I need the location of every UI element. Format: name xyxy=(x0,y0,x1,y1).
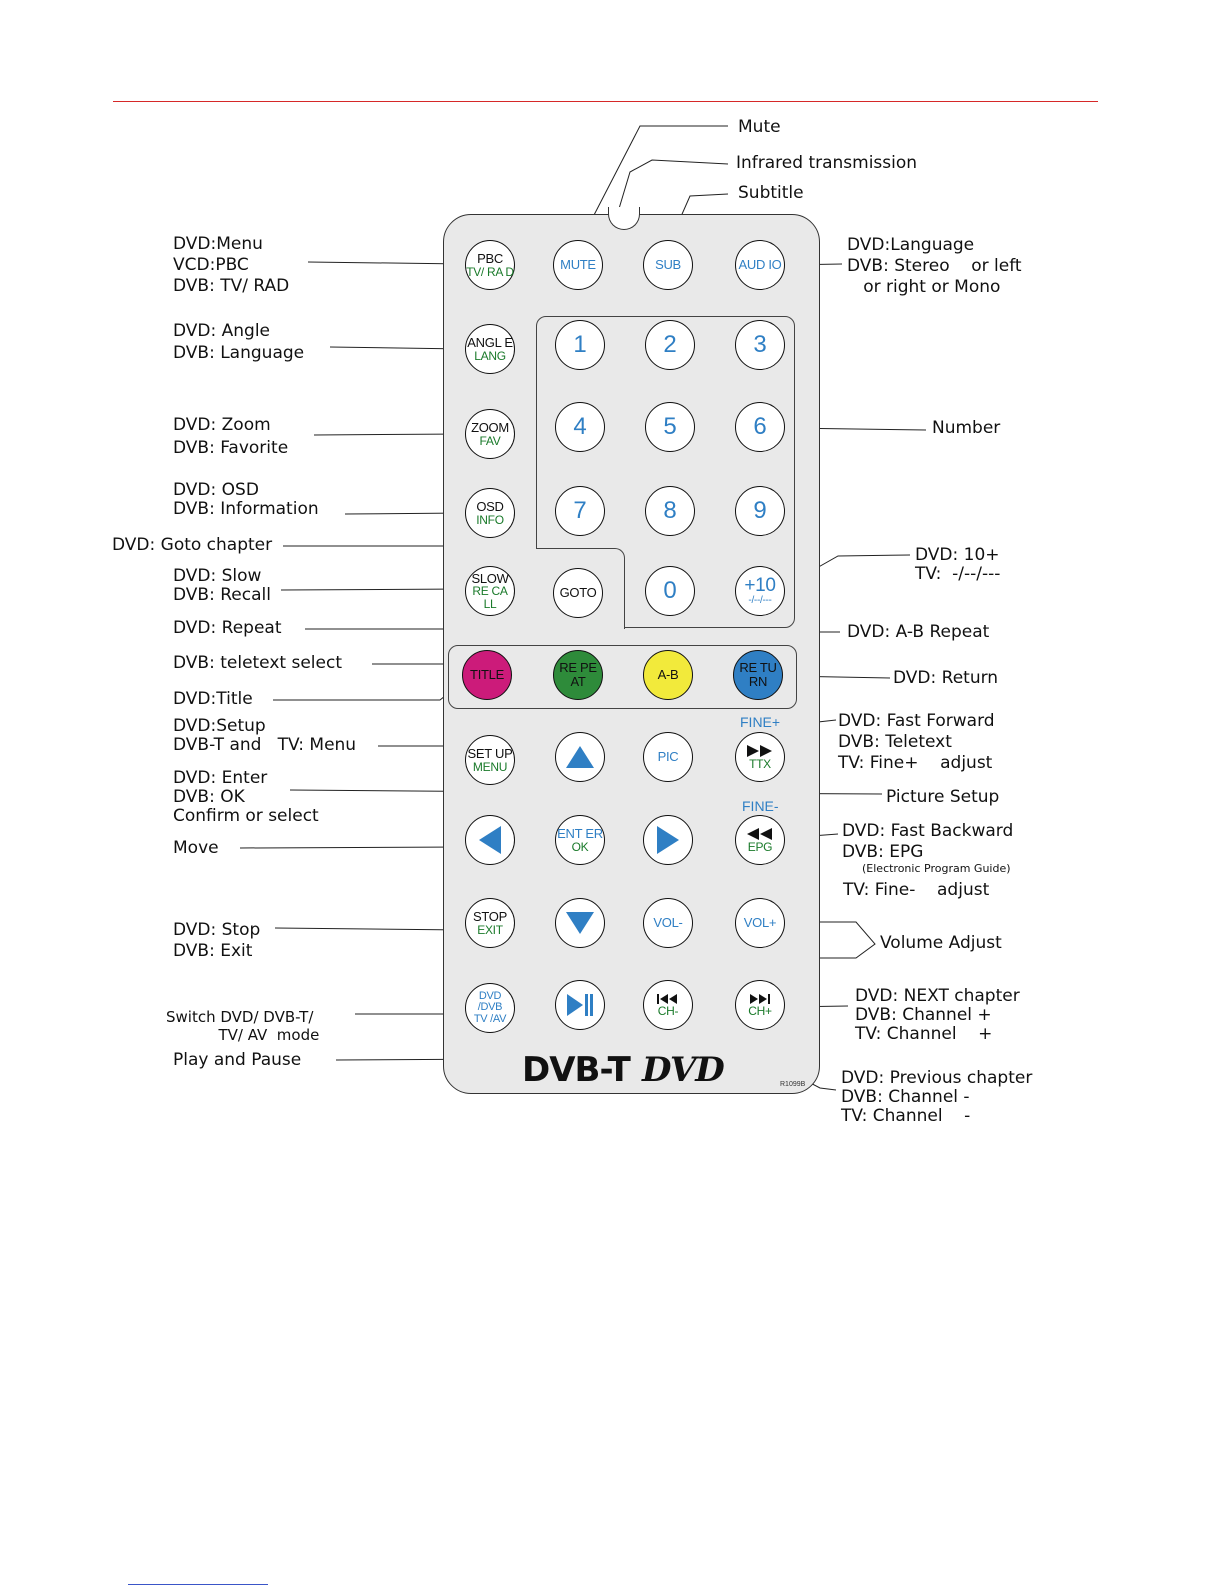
sub-label: SUB xyxy=(655,257,681,273)
label-next: DVD: NEXT chapter DVB: Channel + TV: Channel + xyxy=(855,986,1020,1044)
slow-label: SLOW xyxy=(471,570,509,586)
label-volume: Volume Adjust xyxy=(880,933,1002,953)
volume-down-button[interactable] xyxy=(643,898,693,948)
return-label: RE TU RN xyxy=(739,660,777,689)
up-arrow-button[interactable] xyxy=(555,732,605,782)
repeat-button[interactable] xyxy=(553,650,603,700)
osd-button[interactable] xyxy=(465,488,515,538)
fast-forward-icon xyxy=(746,744,774,758)
title-label: TITLE xyxy=(470,667,504,683)
label-ten: DVD: 10+ TV: -/--/--- xyxy=(915,545,1001,584)
label-infrared: Infrared transmission xyxy=(736,153,918,173)
number-8-button[interactable] xyxy=(645,486,695,536)
number-2-label: 2 xyxy=(663,331,677,359)
label-setup: DVD:Setup DVB-T and TV: Menu xyxy=(173,716,357,755)
up-arrow-icon xyxy=(565,744,595,770)
label-epg-note: (Electronic Program Guide) xyxy=(862,862,1011,875)
fast-backward-button[interactable] xyxy=(735,815,785,865)
audio-button[interactable] xyxy=(735,240,785,290)
menu-label: MENU xyxy=(472,759,508,774)
recall-label: RE CA LL xyxy=(472,584,508,611)
tv-av-label: TV /AV xyxy=(473,1012,507,1025)
right-arrow-icon xyxy=(655,825,681,855)
lang-label: LANG xyxy=(474,348,506,363)
label-fast-forward: DVD: Fast Forward DVB: Teletext TV: Fine+ adjust xyxy=(838,711,995,773)
angle-label: ANGL E xyxy=(467,334,513,350)
setup-label: SET UP xyxy=(467,745,513,761)
fav-label: FAV xyxy=(479,433,501,448)
number-7-button[interactable] xyxy=(555,486,605,536)
play-pause-button[interactable] xyxy=(555,980,605,1030)
stop-button[interactable] xyxy=(465,898,515,948)
label-picture-setup: Picture Setup xyxy=(886,787,1000,807)
label-return: DVD: Return xyxy=(893,668,999,688)
label-menu: DVD:Menu VCD:PBC DVB: TV/ RAD xyxy=(173,234,290,296)
fine-plus-label: FINE+ xyxy=(740,714,781,730)
label-repeat: DVD: Repeat xyxy=(173,618,282,638)
ch-plus-label: CH+ xyxy=(748,1003,772,1018)
pbc-button[interactable] xyxy=(465,240,515,290)
info-label: INFO xyxy=(476,512,504,527)
number-3-label: 3 xyxy=(753,331,767,359)
goto-label: GOTO xyxy=(559,585,597,601)
return-button[interactable] xyxy=(733,650,783,700)
label-angle: DVD: Angle DVB: Language xyxy=(173,321,305,363)
skip-previous-icon xyxy=(656,993,680,1005)
left-arrow-button[interactable] xyxy=(465,815,515,865)
mode-switch-button[interactable] xyxy=(465,983,515,1033)
audio-label: AUD IO xyxy=(738,257,782,273)
zoom-button[interactable] xyxy=(465,409,515,459)
label-slow: DVD: Slow DVB: Recall xyxy=(173,566,271,605)
mute-button[interactable] xyxy=(553,240,603,290)
label-subtitle: Subtitle xyxy=(738,183,804,203)
number-0-label: 0 xyxy=(663,577,677,605)
repeat-label: RE PE AT xyxy=(559,660,597,689)
label-goto: DVD: Goto chapter xyxy=(112,535,273,555)
digit-mode-label: -/--/--- xyxy=(748,594,772,606)
enter-label: ENT ER xyxy=(557,825,603,841)
a-b-label: A-B xyxy=(657,667,679,683)
label-prev: DVD: Previous chapter DVB: Channel - TV: Channel - xyxy=(841,1068,1033,1126)
number-1-button[interactable] xyxy=(555,320,605,370)
right-arrow-button[interactable] xyxy=(643,815,693,865)
volume-up-button[interactable] xyxy=(735,898,785,948)
pic-button[interactable] xyxy=(643,732,693,782)
number-4-button[interactable] xyxy=(555,402,605,452)
number-5-label: 5 xyxy=(663,413,677,441)
fast-forward-button[interactable] xyxy=(735,732,785,782)
plus-10-button[interactable] xyxy=(735,566,785,616)
label-osd: DVD: OSD DVB: Information xyxy=(173,480,319,519)
vol-minus-label: VOL- xyxy=(653,915,683,931)
label-enter: DVD: Enter DVB: OK Confirm or select xyxy=(173,768,319,826)
angle-button[interactable] xyxy=(465,324,515,374)
skip-next-icon xyxy=(748,993,772,1005)
dvd-dvb-label: DVD /DVB xyxy=(477,989,503,1014)
ok-label: OK xyxy=(571,839,589,854)
stop-label: STOP xyxy=(473,908,507,924)
epg-label: EPG xyxy=(747,839,773,854)
number-2-button[interactable] xyxy=(645,320,695,370)
pic-label: PIC xyxy=(657,749,679,765)
label-language: DVD:Language DVB: Stereo or left or right or Mono xyxy=(847,235,1022,297)
enter-button[interactable] xyxy=(555,815,605,865)
a-b-button[interactable] xyxy=(643,650,693,700)
channel-up-button[interactable] xyxy=(735,980,785,1030)
number-7-label: 7 xyxy=(573,497,587,525)
down-arrow-icon xyxy=(565,910,595,936)
down-arrow-button[interactable] xyxy=(555,898,605,948)
pbc-label: PBC xyxy=(477,250,503,266)
number-6-button[interactable] xyxy=(735,402,785,452)
label-zoom: DVD: Zoom DVB: Favorite xyxy=(173,415,289,458)
label-switch: Switch DVD/ DVB-T/ TV/ AV mode xyxy=(166,1008,320,1044)
label-stop: DVD: Stop DVB: Exit xyxy=(173,920,261,961)
label-teletext-select: DVB: teletext select xyxy=(173,653,342,673)
label-fine-minus: TV: Fine- adjust xyxy=(843,880,990,900)
zoom-label: ZOOM xyxy=(471,419,509,435)
sub-button[interactable] xyxy=(643,240,693,290)
number-5-button[interactable] xyxy=(645,402,695,452)
dvb-t-logo: DVB-T xyxy=(522,1050,630,1090)
label-fast-backward: DVD: Fast Backward DVB: EPG xyxy=(842,821,1014,862)
number-3-button[interactable] xyxy=(735,320,785,370)
number-9-button[interactable] xyxy=(735,486,785,536)
label-mute: Mute xyxy=(738,117,781,137)
title-button[interactable] xyxy=(462,650,512,700)
number-0-button[interactable] xyxy=(645,566,695,616)
dvd-logo: DVD xyxy=(642,1050,724,1090)
label-move: Move xyxy=(173,838,219,858)
label-title: DVD:Title xyxy=(173,689,253,709)
osd-label: OSD xyxy=(476,498,504,514)
vol-plus-label: VOL+ xyxy=(743,915,777,931)
fast-backward-icon xyxy=(746,827,774,841)
label-number: Number xyxy=(932,418,1001,438)
number-4-label: 4 xyxy=(573,413,587,441)
mute-label: MUTE xyxy=(560,257,596,273)
label-ab: DVD: A-B Repeat xyxy=(847,622,990,642)
slow-button[interactable] xyxy=(465,566,515,616)
number-6-label: 6 xyxy=(753,413,767,441)
setup-button[interactable] xyxy=(465,735,515,785)
plus-10-label: +10 xyxy=(744,574,776,596)
goto-button[interactable] xyxy=(553,568,603,618)
number-8-label: 8 xyxy=(663,497,677,525)
ttx-label: TTX xyxy=(749,756,771,771)
channel-down-button[interactable] xyxy=(643,980,693,1030)
fine-minus-label: FINE- xyxy=(742,798,779,814)
tv-rad-label: TV/ RA D xyxy=(466,264,514,279)
model-number: R1099B xyxy=(780,1081,806,1088)
exit-label: EXIT xyxy=(477,922,503,937)
ch-minus-label: CH- xyxy=(657,1003,679,1018)
label-play-pause: Play and Pause xyxy=(173,1050,302,1070)
play-pause-icon xyxy=(565,992,595,1018)
left-arrow-icon xyxy=(477,825,503,855)
number-9-label: 9 xyxy=(753,497,767,525)
number-1-label: 1 xyxy=(573,331,587,359)
